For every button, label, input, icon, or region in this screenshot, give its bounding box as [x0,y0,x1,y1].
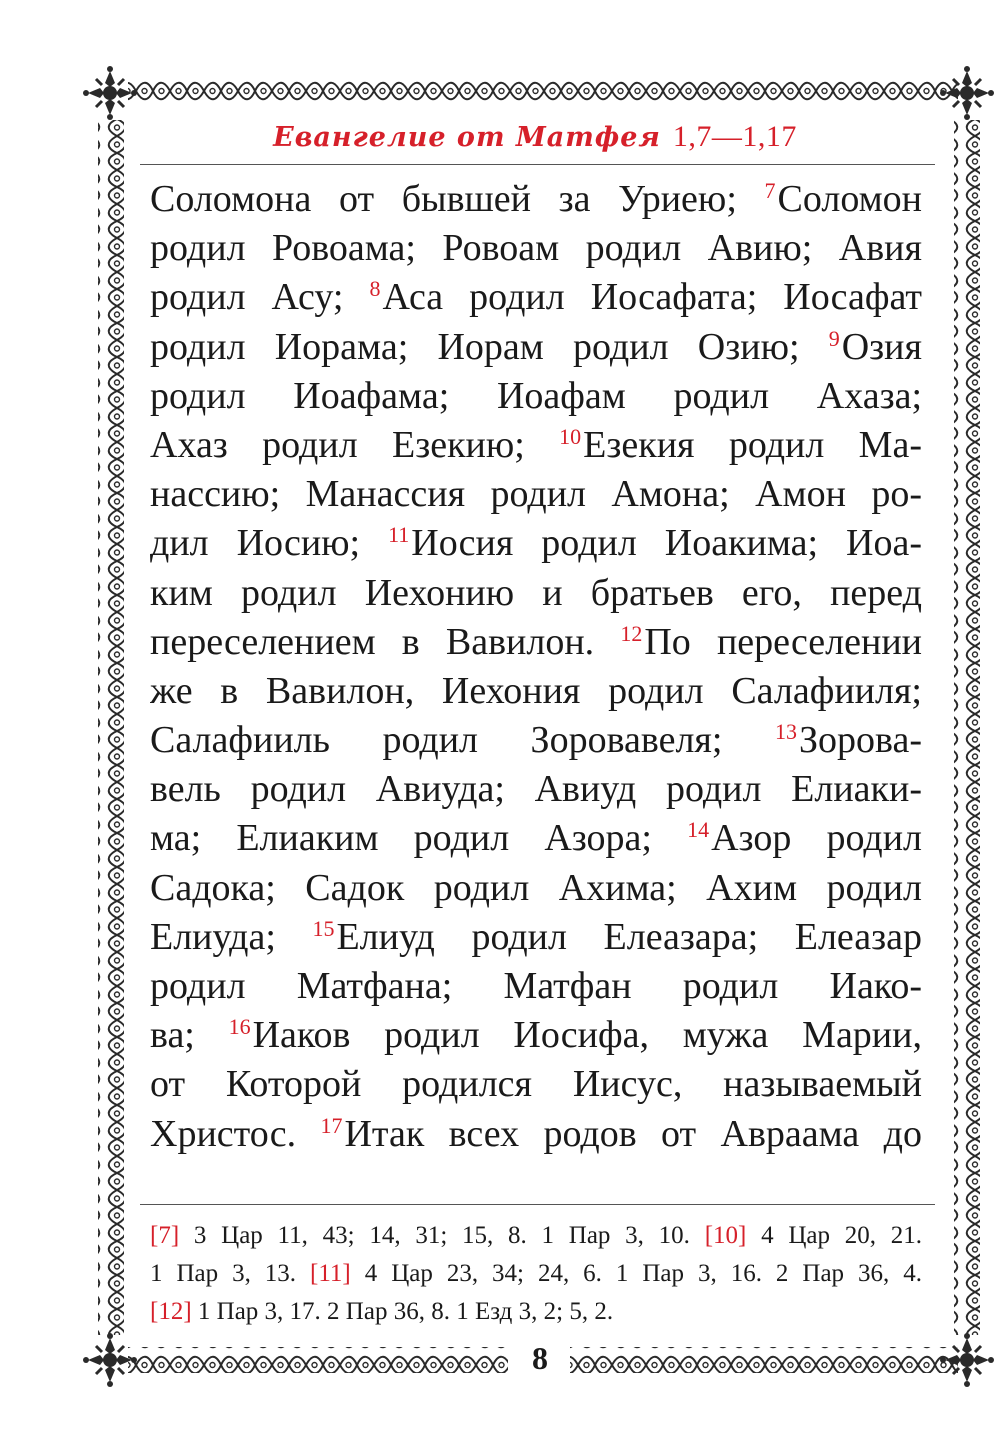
footnote-line [150,1293,922,1331]
text-line [150,1060,922,1109]
verse-number: 15 [312,915,335,941]
footnote-reference-text: 3 Цар 11, 43; 14, 31; 15, 8. 1 Пар 3, 10. [179,1222,705,1249]
verse-text: дил Иосию; [150,522,389,565]
verse-text: родил Ровоама; Ровоам родил Авию; Авия [150,227,922,270]
verse-text: Христос. [150,1112,321,1155]
verse-text: же в Вавилон, Иехония родил Салафииля; [150,669,922,712]
verse-number: 13 [775,719,797,745]
verse-text: Соломон [777,178,922,220]
verse-text: родил Иорама; Иорам родил Озию; [150,325,829,368]
verse-text: переселением в Вавилон. [150,620,621,663]
verse-text: родил Матфана; Матфан родил Иако- [150,965,922,1007]
footnote-marker: [10] [704,1222,747,1249]
text-line [150,814,922,863]
verse-number: 10 [559,423,582,449]
verse-text: родил Иоафама; Иоафам родил Ахаза; [150,374,922,417]
text-line [150,372,922,421]
verse-text: Иосия родил Иоакима; Иоа- [411,522,922,565]
chapter-verse-range: 1,7—1,17 [672,120,797,153]
footnote-marker: [12] [150,1298,192,1325]
text-line [150,569,922,618]
footnote-reference-text: 1 Пар 3, 13. [150,1260,311,1287]
verse-text: По переселении [644,620,922,663]
verse-text: Азор родил [711,817,922,860]
verse-text: Ахаз родил Езекию; [150,423,560,466]
footnote-reference-text: 4 Цар 20, 21. [746,1222,922,1249]
text-line [150,175,922,224]
verse-text: нассию; Манассия родил Амона; Амон ро- [150,473,922,516]
book-title: Евангелие от Матфея [273,122,661,153]
text-line [150,273,922,322]
verse-text: ким родил Иехонию и братьев его, перед [150,571,922,614]
verse-text: Садока; Садок родил Ахима; Ахим родил [150,866,922,909]
verse-text: Итак всех родов от Авраама до [344,1112,922,1155]
verse-text: Елиуд родил Елеазара; Елеазар [336,915,922,958]
verse-number: 9 [828,325,840,351]
verse-text: Салафииль родил Зоровавеля; [150,719,775,762]
verse-number: 16 [228,1014,251,1040]
verse-text: ва; [150,1014,229,1057]
verse-text: Соломона от бывшей за Уриею; [150,178,765,220]
verse-number: 11 [388,522,410,548]
text-line [150,470,922,519]
verse-text: ма; Елиаким родил Азора; [150,817,688,860]
text-line [150,323,922,372]
text-line [150,913,922,962]
text-line [150,519,922,568]
verse-number: 14 [687,817,710,843]
text-line [150,421,922,470]
text-line [150,765,922,814]
verse-text: Аса родил Иосафата; Иосафат [382,276,922,319]
footnote-marker: [11] [310,1260,351,1287]
page-number: 8 [520,1338,560,1378]
text-line [150,716,922,765]
verse-text: Зорова- [799,719,922,762]
verse-text: Иаков родил Иосифа, мужа Марии, [252,1014,922,1057]
verse-text: Озия [841,325,922,368]
footnote-marker: [7] [150,1222,180,1249]
running-header [150,118,920,154]
text-line [150,224,922,273]
verse-text: родил Асу; [150,276,370,319]
cross-reference-footnotes [150,1217,922,1331]
text-line [150,667,922,716]
verse-text: от Которой родился Иисус, называемый [150,1063,922,1106]
footnote-reference-text: 4 Цар 23, 34; 24, 6. 1 Пар 3, 16. 2 Пар 36, 4. [350,1260,922,1287]
verse-number: 7 [764,178,776,203]
text-line [150,1011,922,1060]
scripture-text-block [150,175,922,1159]
text-line [150,962,922,1011]
text-line [150,864,922,913]
verse-number: 17 [320,1112,343,1138]
footnote-line [150,1255,922,1293]
footnote-line [150,1217,922,1255]
text-line [150,1110,922,1159]
verse-text: Елиуда; [150,915,313,958]
footnote-divider [140,1204,935,1205]
verse-number: 8 [369,276,381,302]
footnote-reference-text: 1 Пар 3, 17. 2 Пар 36, 8. 1 Езд 3, 2; 5, 2. [191,1298,614,1325]
verse-text: вель родил Авиуда; Авиуд родил Елиаки- [150,768,922,811]
verse-number: 12 [620,620,643,646]
verse-text: Езекия родил Ма- [583,423,922,466]
header-divider [140,164,935,165]
text-line [150,618,922,667]
